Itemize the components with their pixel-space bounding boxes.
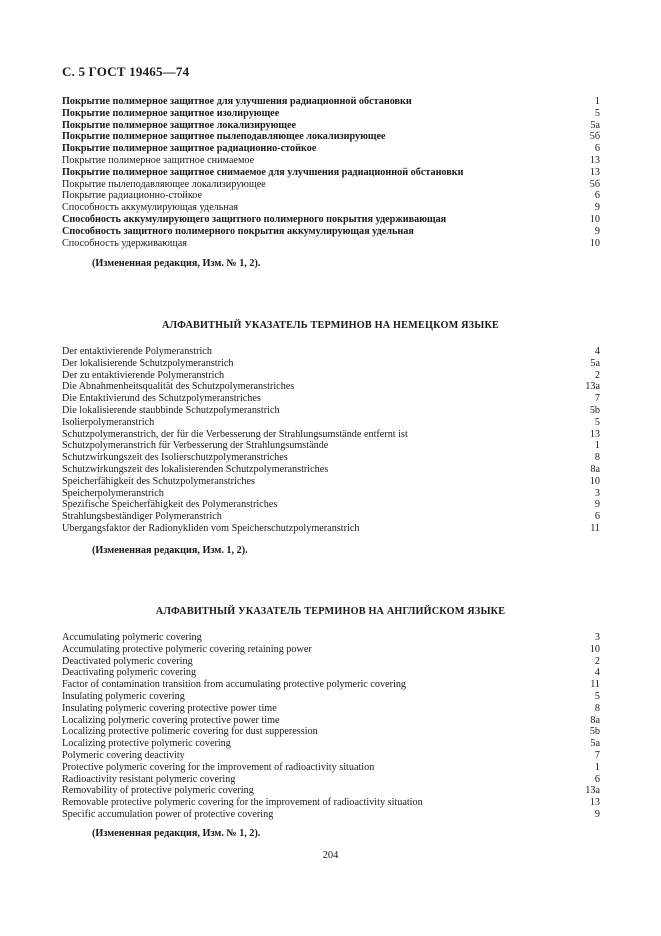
- german-term-row: [62, 405, 600, 417]
- russian-term-row: [62, 108, 600, 120]
- german-term-row: [62, 393, 600, 405]
- german-term-row: [62, 452, 600, 464]
- term-number: 5b: [589, 726, 600, 738]
- russian-term-row: [62, 131, 600, 143]
- term-number: 10: [589, 643, 600, 655]
- term-number: 6: [594, 143, 600, 155]
- term-number: 10: [589, 213, 600, 225]
- page-number: 204: [322, 850, 339, 861]
- term-text: Покрытие полимерное защитное пылеподавляющее локализирующее: [62, 131, 386, 143]
- term-text: Protective polymeric covering for the improvement of radioactivity situation: [62, 761, 375, 773]
- term-number: 13: [589, 166, 600, 178]
- term-text: Spezifische Speicherfähigkeit des Polymeranstriches: [62, 499, 278, 511]
- russian-term-row: [62, 214, 600, 226]
- term-text: Speicherfähigkeit des Schutzpolymeranstriches: [62, 475, 255, 487]
- german-term-row: [62, 476, 600, 488]
- term-number: 13: [589, 428, 600, 440]
- term-number: 5a: [590, 738, 600, 750]
- term-number: 3: [594, 487, 600, 499]
- term-text: Покрытие полимерное защитное радиационно-стойкое: [62, 143, 317, 155]
- german-term-row: [62, 523, 600, 535]
- german-term-row: [62, 499, 600, 511]
- russian-term-row: [62, 120, 600, 132]
- term-number: 10: [589, 237, 600, 249]
- term-number: 1: [594, 761, 600, 773]
- term-number: 5: [594, 690, 600, 702]
- russian-term-row: [62, 143, 600, 155]
- english-term-row: [62, 726, 600, 738]
- term-text: Die Entaktivierund des Schutzpolymeranstriches: [62, 393, 261, 405]
- term-number: 8: [594, 452, 600, 464]
- german-term-index: [62, 346, 600, 535]
- term-text: Localizing protective polymeric covering: [62, 738, 231, 750]
- term-text: Speicherpolymeranstrich: [62, 487, 164, 499]
- term-number: 2: [594, 655, 600, 667]
- term-text: Способность защитного полимерного покрытия аккумулирующая удельная: [62, 225, 414, 237]
- russian-term-row: [62, 155, 600, 167]
- german-term-row: [62, 464, 600, 476]
- english-term-row: [62, 703, 600, 715]
- term-text: Покрытие полимерное защитное локализирующее: [62, 119, 297, 131]
- term-number: 13: [589, 797, 600, 809]
- term-number: 5б: [589, 178, 600, 190]
- term-text: Insulating polymeric covering: [62, 690, 185, 702]
- term-number: 10: [589, 475, 600, 487]
- german-term-row: [62, 440, 600, 452]
- term-text: Radioactivity resistant polymeric covering: [62, 773, 236, 785]
- english-term-index: [62, 632, 600, 821]
- russian-term-row: [62, 96, 600, 108]
- term-text: Способность аккумулирующего защитного полимерного покрытия удерживающая: [62, 213, 447, 225]
- russian-term-row: [62, 202, 600, 214]
- term-number: 6: [594, 190, 600, 202]
- term-number: 5а: [590, 119, 600, 131]
- german-revision-note: (Измененная редакция, Изм. 1, 2).: [92, 545, 248, 556]
- german-term-row: [62, 429, 600, 441]
- english-term-row: [62, 715, 600, 727]
- term-number: 6: [594, 511, 600, 523]
- english-term-row: [62, 809, 600, 821]
- term-number: 11: [590, 522, 600, 534]
- term-number: 8a: [590, 463, 600, 475]
- term-text: Покрытие полимерное защитное снимаемое для улучшения радиационной обстановки: [62, 166, 464, 178]
- german-term-row: [62, 370, 600, 382]
- term-text: Polymeric covering deactivity: [62, 749, 185, 761]
- german-term-row: [62, 358, 600, 370]
- term-text: Покрытие полимерное защитное изолирующее: [62, 107, 280, 119]
- term-text: Removable protective polymeric covering for the improvement of radioactivity situation: [62, 797, 423, 809]
- term-number: 9: [594, 202, 600, 214]
- russian-term-index: [62, 96, 600, 249]
- english-term-row: [62, 750, 600, 762]
- english-term-row: [62, 762, 600, 774]
- german-term-row: [62, 417, 600, 429]
- german-term-row: [62, 381, 600, 393]
- term-number: 7: [594, 393, 600, 405]
- english-term-row: [62, 785, 600, 797]
- term-text: Покрытие полимерное защитное для улучшения радиационной обстановки: [62, 96, 412, 107]
- english-index-title: АЛФАВИТНЫЙ УКАЗАТЕЛЬ ТЕРМИНОВ НА АНГЛИЙСКОМ ЯЗЫКЕ: [155, 606, 506, 617]
- russian-term-row: [62, 226, 600, 238]
- term-text: Покрытие радиационно-стойкое: [62, 190, 203, 202]
- german-term-row: [62, 346, 600, 358]
- english-term-row: [62, 667, 600, 679]
- term-text: Покрытие полимерное защитное снимаемое: [62, 154, 255, 166]
- term-text: Isolierpolymeranstrich: [62, 416, 155, 428]
- term-text: Localizing protective polimeric covering for dust supperession: [62, 726, 318, 738]
- term-number: 5б: [589, 131, 600, 143]
- term-number: 9: [594, 499, 600, 511]
- term-number: 9: [594, 808, 600, 820]
- english-term-row: [62, 797, 600, 809]
- term-text: Schutzwirkungszeit des Isolierschutzpolymeranstriches: [62, 452, 288, 464]
- term-text: Способность аккумулирующая удельная: [62, 202, 239, 214]
- term-number: 8a: [590, 714, 600, 726]
- term-number: 6: [594, 773, 600, 785]
- russian-term-row: [62, 167, 600, 179]
- term-text: Der entaktivierende Polymeranstrich: [62, 346, 212, 357]
- term-text: Покрытие пылеподавляющее локализирующее: [62, 178, 266, 190]
- term-text: Factor of contamination transition from accumulating protective polymeric covering: [62, 679, 407, 691]
- term-number: 13a: [585, 381, 600, 393]
- term-text: Accumulating protective polymeric covering retaining power: [62, 643, 312, 655]
- term-number: 4: [594, 667, 600, 679]
- term-text: Der zu entaktivierende Polymeranstrich: [62, 369, 225, 381]
- term-number: 5: [594, 107, 600, 119]
- term-number: 1: [594, 440, 600, 452]
- term-number: 5b: [589, 404, 600, 416]
- page-header: С. 5 ГОСТ 19465—74: [62, 64, 190, 79]
- english-term-row: [62, 656, 600, 668]
- german-term-row: [62, 511, 600, 523]
- term-number: 5: [594, 416, 600, 428]
- term-text: Die lokalisierende staubbinde Schutzpolymeranstrich: [62, 404, 280, 416]
- english-term-row: [62, 738, 600, 750]
- term-text: Insulating polymeric covering protective power time: [62, 702, 277, 714]
- english-term-row: [62, 644, 600, 656]
- term-number: 13: [589, 154, 600, 166]
- russian-term-row: [62, 190, 600, 202]
- term-number: 7: [594, 749, 600, 761]
- english-term-row: [62, 632, 600, 644]
- term-text: Schutzpolymeranstrich, der für die Verbesserung der Strahlungsumstände entfernt ist: [62, 428, 408, 440]
- term-text: Deactivated polymeric covering: [62, 655, 193, 667]
- term-text: Removability of protective polymeric covering: [62, 785, 254, 797]
- term-number: 3: [594, 632, 600, 643]
- russian-revision-note: (Измененная редакция, Изм. № 1, 2).: [92, 258, 261, 269]
- term-text: Ubergangsfaktor der Radionykliden vom Speicherschutzpolymeranstrich: [62, 522, 360, 534]
- term-text: Schutzwirkungszeit des lokalisierenden Schutzpolymeranstriches: [62, 463, 329, 475]
- term-text: Schutzpolymeranstrich für Verbesserung der Strahlungsumstände: [62, 440, 329, 452]
- term-number: 11: [590, 679, 600, 691]
- term-number: 8: [594, 702, 600, 714]
- term-text: Strahlungsbeständiger Polymeranstrich: [62, 511, 222, 523]
- term-text: Deactivating polymeric covering: [62, 667, 197, 679]
- term-number: 5a: [590, 357, 600, 369]
- term-text: Localizing polymeric covering protective power time: [62, 714, 280, 726]
- term-number: 4: [594, 346, 600, 357]
- russian-term-row: [62, 238, 600, 250]
- term-number: 2: [594, 369, 600, 381]
- german-index-title: АЛФАВИТНЫЙ УКАЗАТЕЛЬ ТЕРМИНОВ НА НЕМЕЦКОМ ЯЗЫКЕ: [161, 320, 500, 331]
- russian-term-row: [62, 179, 600, 191]
- english-term-row: [62, 774, 600, 786]
- term-text: Accumulating polymeric covering: [62, 632, 202, 643]
- term-text: Die Abnahmenheitsqualität des Schutzpolymeranstriches: [62, 381, 295, 393]
- german-term-row: [62, 488, 600, 500]
- english-term-row: [62, 691, 600, 703]
- english-term-row: [62, 679, 600, 691]
- term-text: Specific accumulation power of protective covering: [62, 808, 274, 820]
- term-text: Способность удерживающая: [62, 237, 187, 249]
- term-text: Der lokalisierende Schutzpolymeranstrich: [62, 357, 234, 369]
- term-number: 13a: [585, 785, 600, 797]
- term-number: 9: [594, 225, 600, 237]
- english-revision-note: (Измененная редакция, Изм. № 1, 2).: [92, 828, 261, 839]
- term-number: 1: [594, 96, 600, 107]
